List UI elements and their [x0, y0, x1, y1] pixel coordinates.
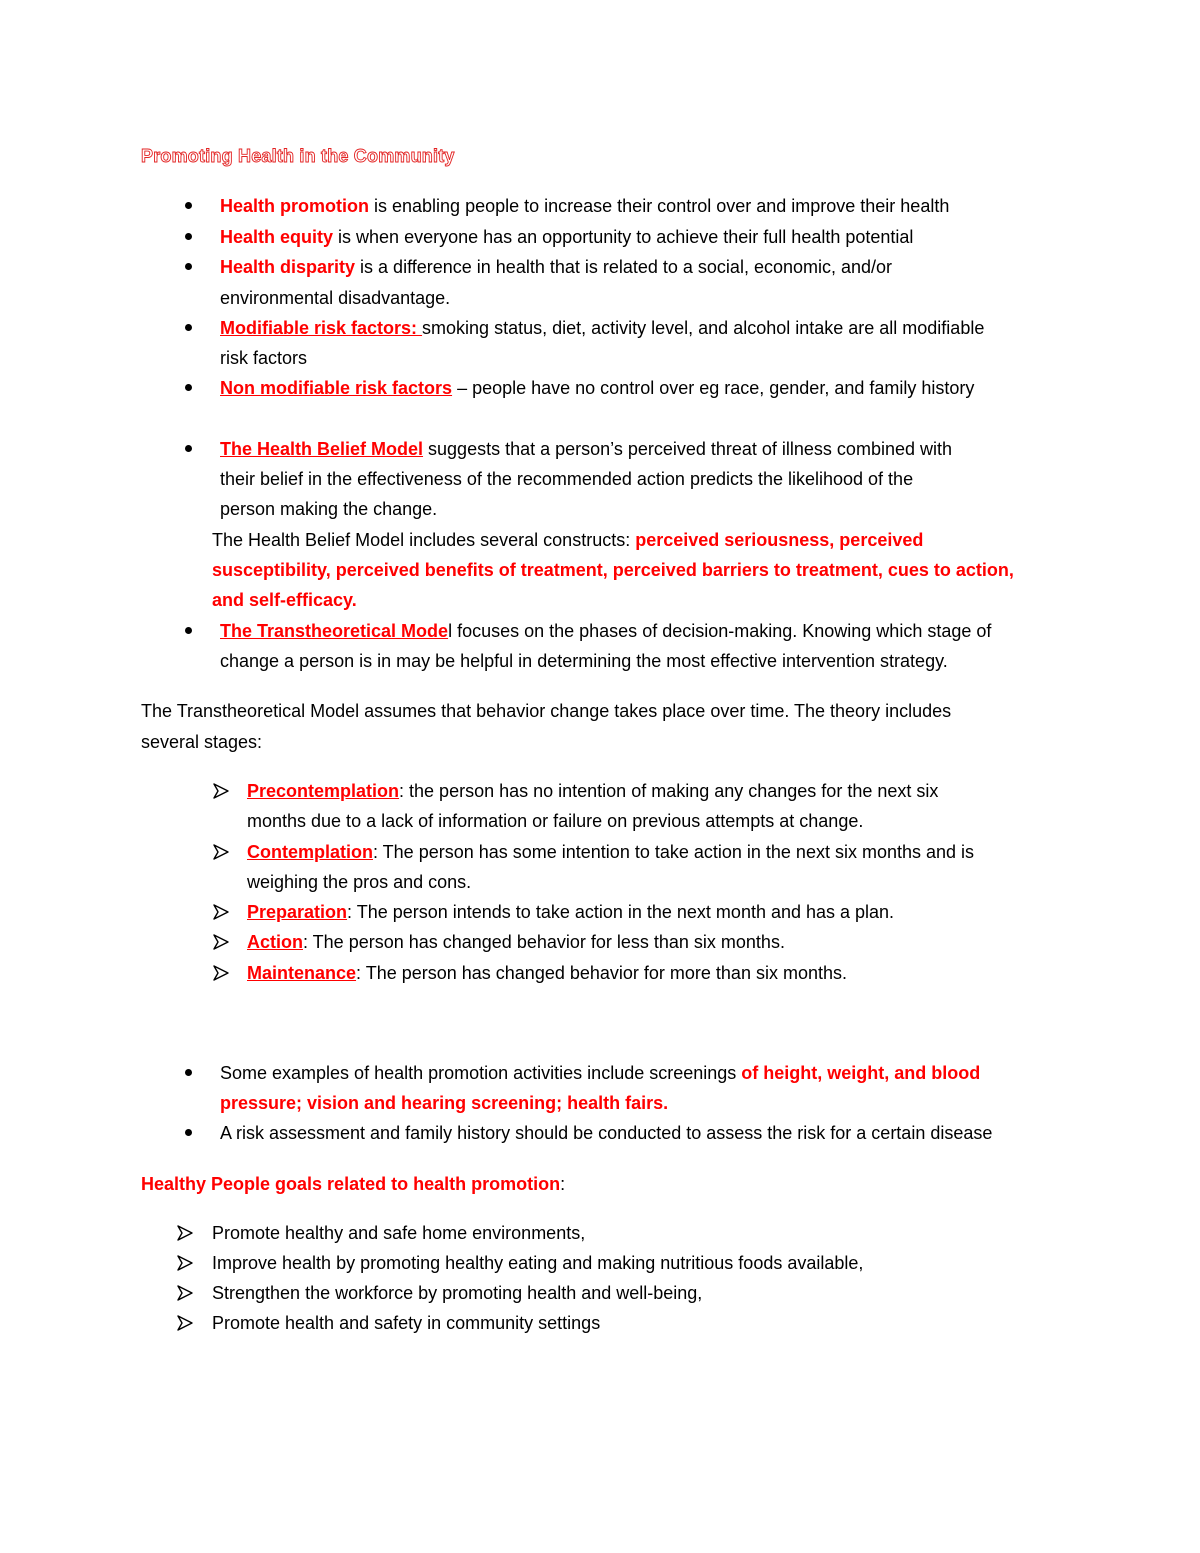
bullet-dot-icon	[185, 263, 192, 270]
bullet-dot-icon	[185, 627, 192, 634]
definition-text: is a difference in health that is related to a social, economic, and/or	[355, 257, 893, 277]
stage-action	[247, 931, 785, 953]
arrow-bullet-icon	[176, 1224, 194, 1242]
list-item-risk-assessment: A risk assessment and family history should be conducted to assess the risk for a certain disease	[220, 1123, 993, 1143]
bullet-dot-icon	[185, 202, 192, 209]
arrow-bullet-icon	[212, 903, 230, 921]
stage-maintenance	[247, 962, 847, 984]
definition-text: smoking status, diet, activity level, and alcohol intake are all modifiable	[422, 318, 985, 338]
stage-text: : The person intends to take action in the next month and has a plan.	[347, 902, 895, 922]
hbm-text: suggests that a person’s perceived threat of illness combined with	[423, 439, 952, 459]
term-transtheoretical-model: The Transtheoretical Mode	[220, 621, 449, 641]
term-precontemplation: Precontemplation	[247, 781, 400, 801]
hbm-text-line3: person making the change.	[220, 499, 438, 519]
page-title: Promoting Health in the Community	[141, 146, 455, 166]
arrow-bullet-icon	[176, 1254, 194, 1272]
hbm-constructs-line3: and self-efficacy.	[212, 590, 357, 610]
hbm-constructs-line2: susceptibility, perceived benefits of treatment, perceived barriers to treatment, cues to action,	[212, 560, 1014, 580]
goal-item: Improve health by promoting healthy eating and making nutritious foods available,	[212, 1253, 864, 1273]
ttm-paragraph-line1: The Transtheoretical Model assumes that behavior change takes place over time. The theory includes	[141, 701, 952, 721]
stage-text: : The person has changed behavior for less than six months.	[303, 932, 785, 952]
list-item-health-belief-model	[220, 438, 952, 460]
ttm-paragraph-line2: several stages:	[141, 732, 263, 752]
term-tail: l	[448, 621, 453, 641]
constructs-list: perceived seriousness, perceived	[635, 530, 924, 550]
arrow-bullet-icon	[176, 1314, 194, 1332]
definition-text: is when everyone has an opportunity to achieve their full health potential	[333, 227, 914, 247]
term-health-promotion: Health promotion	[220, 196, 369, 216]
list-item-transtheoretical-model	[220, 620, 991, 642]
term-health-equity: Health equity	[220, 227, 334, 247]
stage-precontemplation	[247, 780, 938, 802]
arrow-bullet-icon	[212, 964, 230, 982]
goal-item: Promote health and safety in community settings	[212, 1313, 601, 1333]
list-item-health-disparity	[220, 256, 892, 278]
term-maintenance: Maintenance	[247, 963, 357, 983]
bullet-dot-icon	[185, 384, 192, 391]
arrow-bullet-icon	[212, 843, 230, 861]
ttm-text: focuses on the phases of decision-making. Knowing which stage of	[452, 621, 992, 641]
stage-text-continuation: months due to a lack of information or failure on previous attempts at change.	[247, 811, 864, 831]
definition-text: – people have no control over eg race, gender, and family history	[452, 378, 975, 398]
arrow-bullet-icon	[212, 933, 230, 951]
stage-text-continuation: weighing the pros and cons.	[247, 872, 472, 892]
bullet-dot-icon	[185, 324, 192, 331]
list-item-modifiable-risk	[220, 317, 984, 339]
term-modifiable-risk: Modifiable risk factors:	[220, 318, 423, 338]
list-item-non-modifiable-risk	[220, 377, 974, 399]
definition-continuation: risk factors	[220, 348, 308, 368]
definition-text: is enabling people to increase their control over and improve their health	[369, 196, 950, 216]
constructs-intro: The Health Belief Model includes several constructs:	[212, 530, 636, 550]
stage-preparation	[247, 901, 894, 923]
list-item-health-equity	[220, 226, 913, 248]
list-item-health-promotion	[220, 195, 949, 217]
ttm-text-line2: change a person is in may be helpful in determining the most effective intervention strategy.	[220, 651, 948, 671]
examples-highlight-line2: pressure; vision and hearing screening; health fairs.	[220, 1093, 669, 1113]
definition-continuation: environmental disadvantage.	[220, 288, 451, 308]
arrow-bullet-icon	[176, 1284, 194, 1302]
stage-text: : The person has changed behavior for more than six months.	[356, 963, 847, 983]
healthy-people-heading-text: Healthy People goals related to health promotion	[141, 1174, 561, 1194]
bullet-dot-icon	[185, 1069, 192, 1076]
heading-colon: :	[560, 1174, 566, 1194]
bullet-dot-icon	[185, 445, 192, 452]
healthy-people-heading	[141, 1173, 565, 1195]
stage-text: : The person has some intention to take action in the next six months and is	[373, 842, 975, 862]
goal-item: Strengthen the workforce by promoting health and well-being,	[212, 1283, 703, 1303]
term-action: Action	[247, 932, 303, 952]
stage-contemplation	[247, 841, 974, 863]
bullet-dot-icon	[185, 1129, 192, 1136]
term-contemplation: Contemplation	[247, 842, 373, 862]
goal-item: Promote healthy and safe home environments,	[212, 1223, 586, 1243]
hbm-constructs-line1	[212, 529, 923, 551]
arrow-bullet-icon	[212, 782, 230, 800]
hbm-text-line2: their belief in the effectiveness of the recommended action predicts the likelihood of the	[220, 469, 914, 489]
term-non-modifiable-risk: Non modifiable risk factors	[220, 378, 453, 398]
term-health-belief-model: The Health Belief Model	[220, 439, 424, 459]
examples-text: Some examples of health promotion activities include screenings	[220, 1063, 742, 1083]
term-health-disparity: Health disparity	[220, 257, 356, 277]
stage-text: : the person has no intention of making any changes for the next six	[399, 781, 939, 801]
examples-highlight: of height, weight, and blood	[741, 1063, 981, 1083]
bullet-dot-icon	[185, 233, 192, 240]
list-item-examples	[220, 1062, 980, 1084]
term-preparation: Preparation	[247, 902, 348, 922]
